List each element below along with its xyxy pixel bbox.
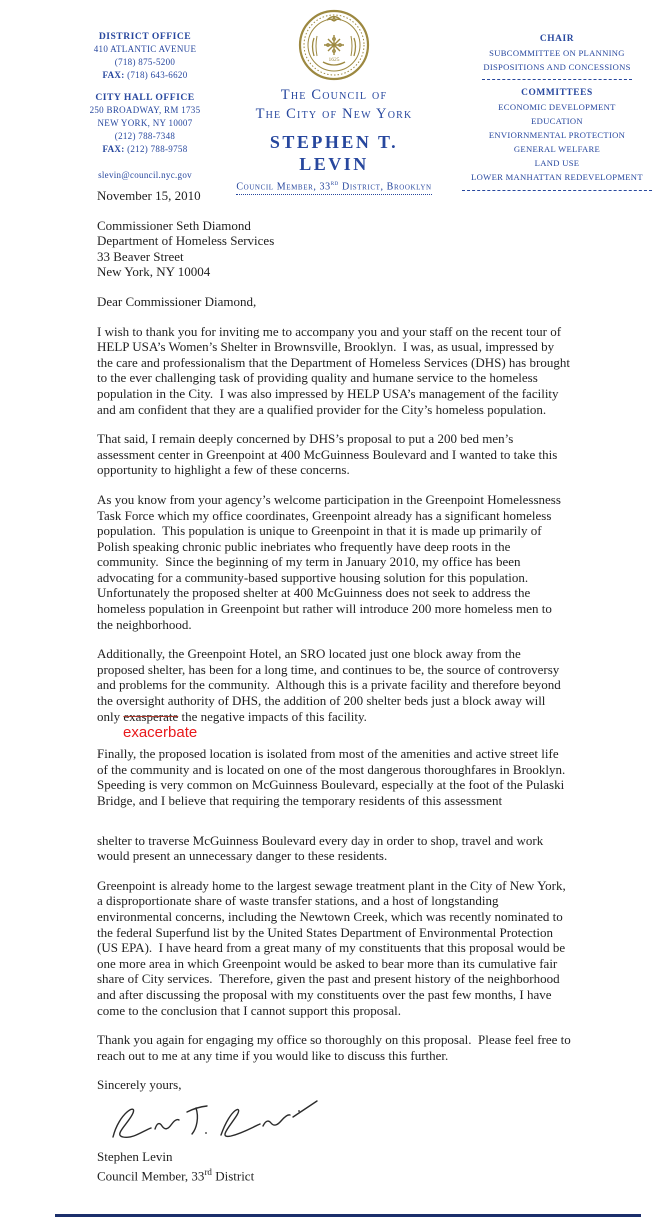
paragraph-4-text: Additionally, the Greenpoint Hotel, an SRO located just one block away from the proposed shelter, has been for a long time, and continues to be, the source of controversy and problems for the community. Although this is a private facility and therefore beyond the oversight authority of DHS, the addition of 200 shelter beds just a block away will only [97,646,565,724]
paragraph-1: I wish to thank you for inviting me to accompany you and your staff on the recent tour of HELP USA’s Women’s Shelter in Brownsville, Brooklyn. I was, as usual, impressed by the care and professionalism that the Department of Homeless Services (DHS) has brought to the ever challenging task of providing quality and humane service to the homeless population in the City. I was also impressed by HELP USA’s management of the facility and am confident that they are a qualified provider for the City’s homeless population. [97,323,574,417]
org-name-line-1: The Council of [280,87,388,103]
paragraph-7: Thank you again for engaging my office so thoroughly on this proposal. Please feel free to reach out to me at any time if you would like to discuss this further. [97,1032,575,1063]
committees-title: COMMITTEES [521,88,593,98]
paragraph-5b: shelter to traverse McGuinness Boulevard every day in order to shop, travel and work would present an unnecessary danger to these residents. [97,832,547,864]
paragraph-4-text: the negative impacts of this facility. [178,708,367,724]
city-hall-phone: (212) 788-7348 [114,131,176,141]
city-hall-fax [52,143,238,156]
committee-item: GENERAL WELFARE [513,144,601,154]
divider-dashes [482,78,632,80]
signer-title [97,1165,571,1184]
committee-item: EDUCATION [531,116,583,126]
svg-text:1625: 1625 [328,57,340,63]
fax-label: FAX: [102,144,125,154]
letterhead-left-column [52,30,238,182]
chair-line-1: SUBCOMMITTEE ON PLANNING [489,48,625,58]
member-subtitle-text: District, Brooklyn [338,181,432,193]
district-office-title: DISTRICT OFFICE [98,31,192,42]
handwritten-signature [103,1097,571,1147]
recipient-city: New York, NY 10004 [97,264,211,280]
member-name: STEPHEN T. LEVIN [269,132,399,174]
struck-word: exasperate [123,708,179,724]
nyc-city-seal-icon [232,8,436,86]
letter-date: November 15, 2010 [97,188,201,203]
city-hall-address-2: NEW YORK, NY 10007 [97,118,193,128]
committee-item: ECONOMIC DEVELOPMENT [498,102,616,112]
page-break-gap [97,809,571,833]
signature-block [97,1149,571,1184]
email-address: slevin@council.nyc.gov [98,170,192,180]
district-office-fax [52,69,238,82]
paragraph-4 [97,646,571,724]
recipient-name: Commissioner Seth Diamond [97,217,251,233]
letterhead-center-column [232,8,436,195]
signer-title-text: Council Member, 33 [97,1167,205,1183]
recipient-org: Department of Homeless Services [97,233,275,249]
signer-title-text: District [211,1167,255,1183]
city-hall-address-1: 250 BROADWAY, RM 1735 [89,105,201,115]
recipient-address-block [97,218,571,280]
letterhead-right-column [452,32,662,197]
fax-value: (718) 643-6620 [127,70,188,80]
letter-body [97,188,575,1183]
city-hall-office-title: CITY HALL OFFICE [95,92,195,103]
salutation: Dear Commissioner Diamond, [97,293,257,309]
member-subtitle-text: Council Member, 33 [236,181,331,193]
committee-item: LAND USE [534,158,580,168]
paragraph-6: Greenpoint is already home to the largest sewage treatment plant in the City of New York, a disproportionate share of waste transfer stations, and a host of longstanding environmental concerns, including the Newtown Creek, which was recently nominated to the federal Superfund list by the United States Department of Environmental Protection (US EPA). I have heard from a great many of my constituents that this proposal would be one more area in which Greenpoint would be asked to bear more than its cumulative fair share of City services. Therefore, given the past and present history of the neighborhood and after discussing the proposal with my constituents over the past few months, I have come to the conclusion that I cannot support this proposal. [97,877,569,1018]
district-office-address: 410 ATLANTIC AVENUE [93,44,197,54]
committee-item: LOWER MANHATTAN REDEVELOPMENT [471,172,643,182]
closing: Sincerely yours, [97,1077,182,1093]
paragraph-5a: Finally, the proposed location is isolated from most of the amenities and active street life of the community and is located on one of the most dangerous thoroughfares in Brooklyn. Speeding is very common on McGuinness Boulevard, especially at the foot of the Pulaski Bridge, and I believe that requiring the temporary residents of this assessment [97,746,572,808]
paragraph-3: As you know from your agency’s welcome participation in the Greenpoint Homelessness Task Force which my office coordinates, Greenpoint already has a significant homeless population. This population is unique to Greenpoint in that it is made up primarily of Polish speaking chronic public inebriates who frequently have deep roots in the community. Since the beginning of my term in January 2010, my office has been advocating for a community-based supportive housing solution for this population. Unfortunately the proposed shelter at 400 McGuinness does not seek to address the homeless population in Greenpoint but rather will introduce 200 more homeless men to the neighborhood. [97,491,564,632]
signer-name: Stephen Levin [97,1148,173,1164]
committee-item: ENVIORNMENTAL PROTECTION [488,130,626,140]
handwritten-correction: exacerbate [123,724,198,742]
org-name-line-2: The City of New York [255,106,413,122]
footer-rule [55,1214,641,1217]
paragraph-2: That said, I remain deeply concerned by DHS’s proposal to put a 200 bed men’s assessment center in Greenpoint at 400 McGuinness Boulevard and I wanted to take this opportunity to highlight a few of these concerns. [97,431,561,478]
ordinal-suffix: rd [204,1166,212,1177]
fax-value: (212) 788-9758 [127,144,188,154]
district-office-phone: (718) 875-5200 [114,57,176,67]
chair-line-2: DISPOSITIONS AND CONCESSIONS [483,62,631,72]
recipient-street: 33 Beaver Street [97,248,184,264]
fax-label: FAX: [102,70,125,80]
ordinal-suffix: rd [330,179,339,187]
chair-title: CHAIR [539,34,575,44]
